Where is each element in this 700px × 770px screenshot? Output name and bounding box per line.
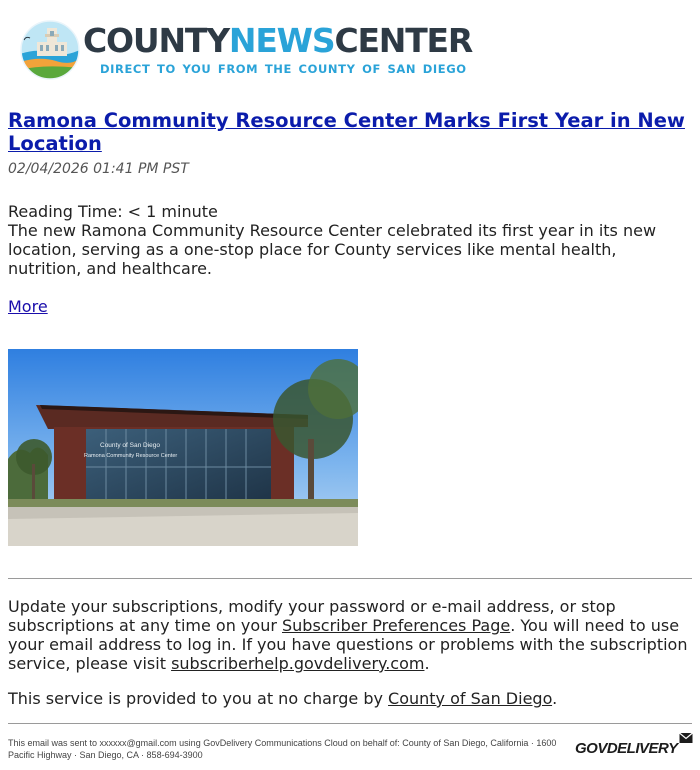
subscription-info xyxy=(8,597,692,673)
logo-word-news: NEWS xyxy=(228,21,335,60)
subscriber-help-link[interactable]: subscriberhelp.govdelivery.com xyxy=(171,654,425,673)
reading-time: Reading Time: < 1 minute xyxy=(8,202,218,221)
more-link[interactable]: More xyxy=(8,297,48,316)
logo-tagline: DIRECT TO YOU FROM THE COUNTY OF SAN DIEGO xyxy=(100,62,467,76)
govdelivery-wordmark: GOVDELIVERY xyxy=(575,740,678,757)
article-headline-link[interactable]: Ramona Community Resource Center Marks First Year in New Location xyxy=(8,109,685,155)
service-text-1: This service is provided to you at no charge by xyxy=(8,689,389,708)
footer-disclaimer: This email was sent to xxxxxx@gmail.com using GovDelivery Communications Cloud on behalf of: County of San Diego, California · 1600 Pacific Highway · San Diego, CA · 858-694-3900 xyxy=(8,738,557,760)
subscription-text-2: . You will need to use your email address to log in. If you have questions or problems with the subscription service, please visit xyxy=(8,616,688,673)
resource-center-photo[interactable] xyxy=(8,349,358,546)
divider-bottom xyxy=(8,723,692,724)
photo-sign-line1: County of San Diego xyxy=(100,442,160,449)
envelope-icon xyxy=(679,732,693,744)
article-summary: The new Ramona Community Resource Center celebrated its first year in its new location, serving as a one-stop place for County services like mental health, nutrition, and healthcare. xyxy=(8,221,657,278)
subscriber-preferences-link[interactable]: Subscriber Preferences Page xyxy=(282,616,511,635)
service-text-2: . xyxy=(552,689,558,708)
county-building-emblem-icon xyxy=(20,20,80,80)
divider-top xyxy=(8,578,692,579)
article-headline xyxy=(8,109,688,155)
service-notice xyxy=(8,689,557,708)
photo-sign-line2: Ramona Community Resource Center xyxy=(84,453,178,459)
article-date: 02/04/2026 01:41 PM PST xyxy=(8,161,189,177)
county-of-san-diego-link[interactable]: County of San Diego xyxy=(388,689,553,708)
subscription-text-1: Update your subscriptions, modify your password or e-mail address, or stop subscriptions at any time on your xyxy=(8,597,616,635)
logo-word-center: CENTER xyxy=(334,21,473,60)
logo-wordmark xyxy=(83,23,472,59)
govdelivery-logo[interactable] xyxy=(575,732,693,764)
county-news-center-logo[interactable] xyxy=(20,18,480,80)
subscription-text-3: . xyxy=(424,654,430,673)
logo-word-county: COUNTY xyxy=(83,21,229,60)
